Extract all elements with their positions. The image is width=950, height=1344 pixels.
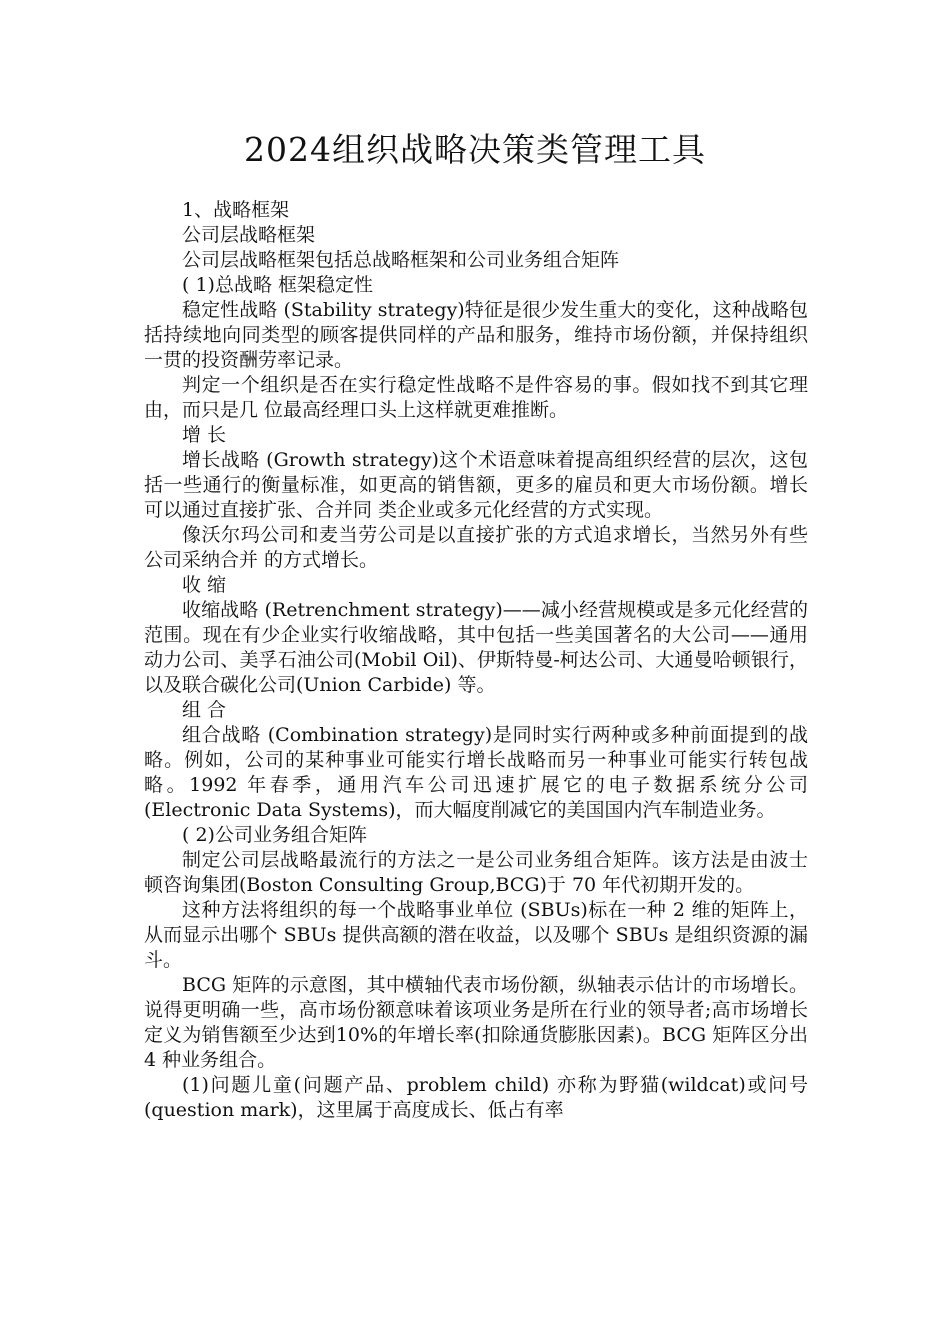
paragraph: BCG 矩阵的示意图，其中横轴代表市场份额，纵轴表示估计的市场增长。说得更明确一些，高市场份额意味着该项业务是所在行业的领导者;高市场增长定义为销售额至少达到10%的年增长率(扣除通货膨胀因素)。BCG 矩阵区分出 4 种业务组合。 — [144, 974, 808, 1071]
document-body — [144, 198, 808, 1123]
paragraph: 这种方法将组织的每一个战略事业单位 (SBUs)标在一种 2 维的矩阵上，从而显示出哪个 SBUs 提供高额的潜在收益，以及哪个 SBUs 是组织资源的漏斗。 — [144, 899, 808, 971]
section-heading: ( 1)总战略 框架稳定性 — [182, 274, 373, 296]
paragraph: 组合战略 (Combination strategy)是同时实行两种或多种前面提到的战略。例如，公司的某种事业可能实行增长战略而另一种事业可能实行转包战略。1992 年春季，通用汽车公司迅速扩展它的电子数据系统分公司(Electronic Data Systems)，而大幅度削减它的美国国内汽车制造业务。 — [144, 724, 808, 821]
document-title: 2024组织战略决策类管理工具 — [244, 130, 706, 169]
paragraph: (1)问题儿童(问题产品、problem child) 亦称为野猫(wildcat)或问号(question mark)，这里属于高度成长、低占有率 — [144, 1074, 808, 1121]
section-heading: 公司层战略框架 — [182, 224, 316, 246]
paragraph: 稳定性战略 (Stability strategy)特征是很少发生重大的变化，这种战略包括持续地向同类型的顾客提供同样的产品和服务，维持市场份额，并保持组织一贯的投资酬劳率记录。 — [144, 299, 808, 371]
paragraph: 制定公司层战略最流行的方法之一是公司业务组合矩阵。该方法是由波士顿咨询集团(Boston Consulting Group,BCG)于 70 年代初期开发的。 — [144, 849, 808, 896]
section-heading: ( 2)公司业务组合矩阵 — [182, 824, 367, 846]
paragraph: 判定一个组织是否在实行稳定性战略不是件容易的事。假如找不到其它理由，而只是几 位最高经理口头上这样就更难推断。 — [144, 374, 808, 421]
section-heading: 1、战略框架 — [182, 199, 290, 221]
paragraph: 收缩战略 (Retrenchment strategy)——减小经营规模或是多元化经营的范围。现在有少企业实行收缩战略，其中包括一些美国著名的大公司——通用动力公司、美孚石油公司(Mobil Oil)、伊斯特曼-柯达公司、大通曼哈顿银行，以及联合碳化公司(Union Carbide) 等。 — [144, 599, 808, 696]
paragraph: 像沃尔玛公司和麦当劳公司是以直接扩张的方式追求增长，当然另外有些公司采纳合并 的方式增长。 — [144, 524, 808, 571]
paragraph: 公司层战略框架包括总战略框架和公司业务组合矩阵 — [182, 249, 620, 271]
paragraph: 增长战略 (Growth strategy)这个术语意味着提高组织经营的层次，这包括一些通行的衡量标准，如更高的销售额，更多的雇员和更大市场份额。增长可以通过直接扩张、合并同 类企业或多元化经营的方式实现。 — [144, 449, 808, 521]
section-heading: 组 合 — [182, 699, 227, 721]
section-heading: 收 缩 — [182, 574, 227, 596]
section-heading: 增 长 — [182, 424, 227, 446]
